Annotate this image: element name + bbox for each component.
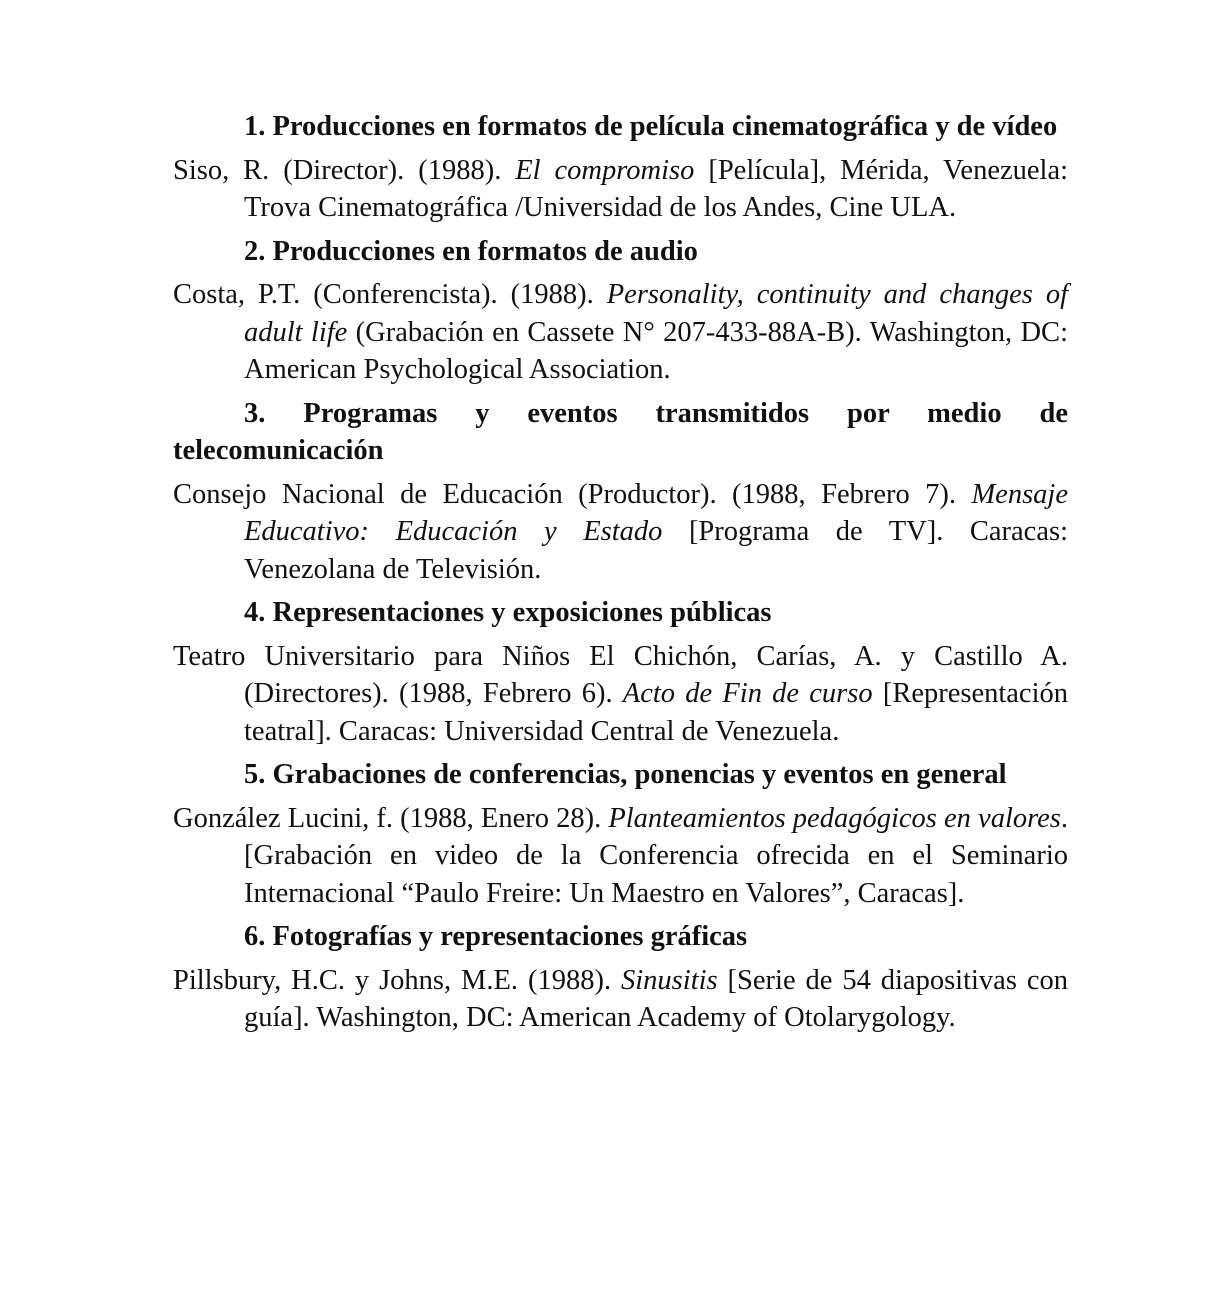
section-heading-2: 2. Producciones en formatos de audio <box>244 235 698 267</box>
reference-title: Mensaje Educativo: Educación y Estado <box>244 478 1068 547</box>
document-page <box>173 108 1068 1043</box>
reference-text: Costa, P.T. (Conferencista). (1988). <box>173 279 607 310</box>
section-heading-1: 1. Producciones en formatos de película cinematográfica y de vídeo <box>244 111 1058 142</box>
reference-entry-4 <box>173 638 1068 751</box>
reference-text: (Grabación en Cassete N° 207-433-88A-B). Washington, DC: American Psychological Association. <box>244 316 1068 385</box>
reference-entry-2 <box>173 276 1068 389</box>
section-heading-3: 3. Programas y eventos transmitidos por medio de telecomunicación <box>173 397 1068 466</box>
reference-text: Teatro Universitario para Niños El Chichón, Carías, A. y Castillo A. (Directores). (1988, Febrero 6). <box>173 640 1068 709</box>
reference-text: .[Grabación en video de la Conferencia ofrecida en el Seminario Internacional “Paulo Freire: Un Maestro en Valores”, Caracas]. <box>244 802 1069 909</box>
section-heading-5: 5. Grabaciones de conferencias, ponencias y eventos en general <box>244 759 1007 790</box>
reference-text: Pillsbury, H.C. y Johns, M.E. (1988). <box>173 964 622 996</box>
reference-text: Consejo Nacional de Educación (Productor). (1988, Febrero 7). <box>173 478 972 510</box>
reference-entry-3 <box>173 476 1068 589</box>
reference-title: Personality, continuity and changes of adult life <box>244 279 1068 348</box>
reference-text: [Representación teatral]. Caracas: Universidad Central de Venezuela. <box>244 678 1068 747</box>
reference-title: Sinusitis <box>621 964 718 996</box>
reference-entry-1 <box>173 152 1068 227</box>
section-heading-4: 4. Representaciones y exposiciones públicas <box>244 597 772 628</box>
section-heading-6: 6. Fotografías y representaciones gráficas <box>244 921 748 952</box>
reference-text: Siso, R. (Director). (1988). <box>173 154 516 186</box>
reference-entry-6 <box>173 962 1068 1037</box>
reference-text: [Serie de 54 diapositivas con guía]. Washington, DC: American Academy of Otolarygology. <box>244 964 1068 1033</box>
reference-title: Planteamientos pedagógicos en valores <box>608 802 1061 834</box>
reference-entry-5 <box>173 800 1068 913</box>
reference-text: [Programa de TV]. Caracas: Venezolana de Televisión. <box>244 516 1068 585</box>
reference-text: González Lucini, f. (1988, Enero 28). <box>173 802 609 834</box>
reference-title: El compromiso <box>515 154 695 186</box>
reference-text: [Película], Mérida, Venezuela: Trova Cinematográfica /Universidad de los Andes, Cine ULA. <box>244 154 1069 223</box>
reference-title: Acto de Fin de curso <box>622 678 873 709</box>
